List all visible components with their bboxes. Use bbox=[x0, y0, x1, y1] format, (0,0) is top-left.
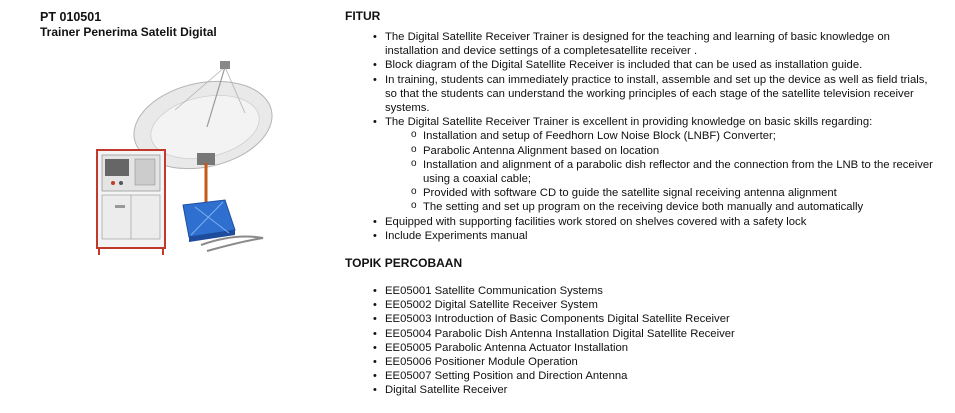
list-item: • EE05006 Positioner Module Operation bbox=[385, 355, 935, 369]
list-item: • In training, students can immediately practice to install, assemble and set up the device as well as field trials, so that the students can understand the working principles of each stage of the satellite television receiver systems. bbox=[385, 73, 935, 116]
content-column bbox=[345, 9, 935, 398]
list-item: • EE05005 Parabolic Antenna Actuator Installation bbox=[385, 341, 935, 355]
list-item-text: The Digital Satellite Receiver Trainer is excellent in providing knowledge on basic skills regarding: bbox=[385, 116, 873, 129]
product-header bbox=[40, 9, 330, 40]
list-item: • The Digital Satellite Receiver Trainer is designed for the teaching and learning of basic knowledge on installation and device settings of a completesatellite receiver . bbox=[385, 30, 935, 58]
product-code: PT 010501 bbox=[40, 10, 102, 24]
product-image bbox=[85, 55, 305, 265]
sublist-item: o Installation and alignment of a parabolic dish reflector and the connection from the LNB to the receiver using a coaxial cable; bbox=[423, 158, 935, 186]
sublist-item: o Parabolic Antenna Alignment based on location bbox=[423, 144, 935, 158]
trainer-cabinet bbox=[97, 150, 165, 255]
sublist-item: o Provided with software CD to guide the satellite signal receiving antenna alignment bbox=[423, 186, 935, 200]
fitur-title: FITUR bbox=[345, 9, 381, 23]
sublist-item: o The setting and set up program on the receiving device both manually and automatically bbox=[423, 200, 935, 214]
list-item: • Block diagram of the Digital Satellite Receiver is included that can be used as installation guide. bbox=[385, 58, 935, 72]
sublist-item: o Installation and setup of Feedhorn Low Noise Block (LNBF) Converter; bbox=[423, 129, 935, 143]
list-item: • Digital Satellite Receiver bbox=[385, 383, 935, 397]
list-item: • EE05007 Setting Position and Direction Antenna bbox=[385, 369, 935, 383]
section-topik bbox=[345, 256, 935, 398]
list-item: • Include Experiments manual bbox=[385, 229, 935, 243]
list-item: • EE05002 Digital Satellite Receiver System bbox=[385, 298, 935, 312]
topik-list bbox=[345, 284, 935, 398]
list-item bbox=[385, 115, 935, 214]
fitur-list bbox=[345, 30, 935, 243]
list-item: • Equipped with supporting facilities work stored on shelves covered with a safety lock bbox=[385, 215, 935, 229]
list-item: • EE05003 Introduction of Basic Components Digital Satellite Receiver bbox=[385, 312, 935, 326]
section-fitur bbox=[345, 9, 935, 243]
product-name: Trainer Penerima Satelit Digital bbox=[40, 25, 217, 39]
antenna-stand bbox=[183, 200, 235, 242]
topik-title: TOPIK PERCOBAAN bbox=[345, 256, 463, 271]
fitur-sublist bbox=[385, 129, 935, 214]
list-item: • EE05004 Parabolic Dish Antenna Installation Digital Satellite Receiver bbox=[385, 327, 935, 341]
list-item: • EE05001 Satellite Communication Systems bbox=[385, 284, 935, 298]
